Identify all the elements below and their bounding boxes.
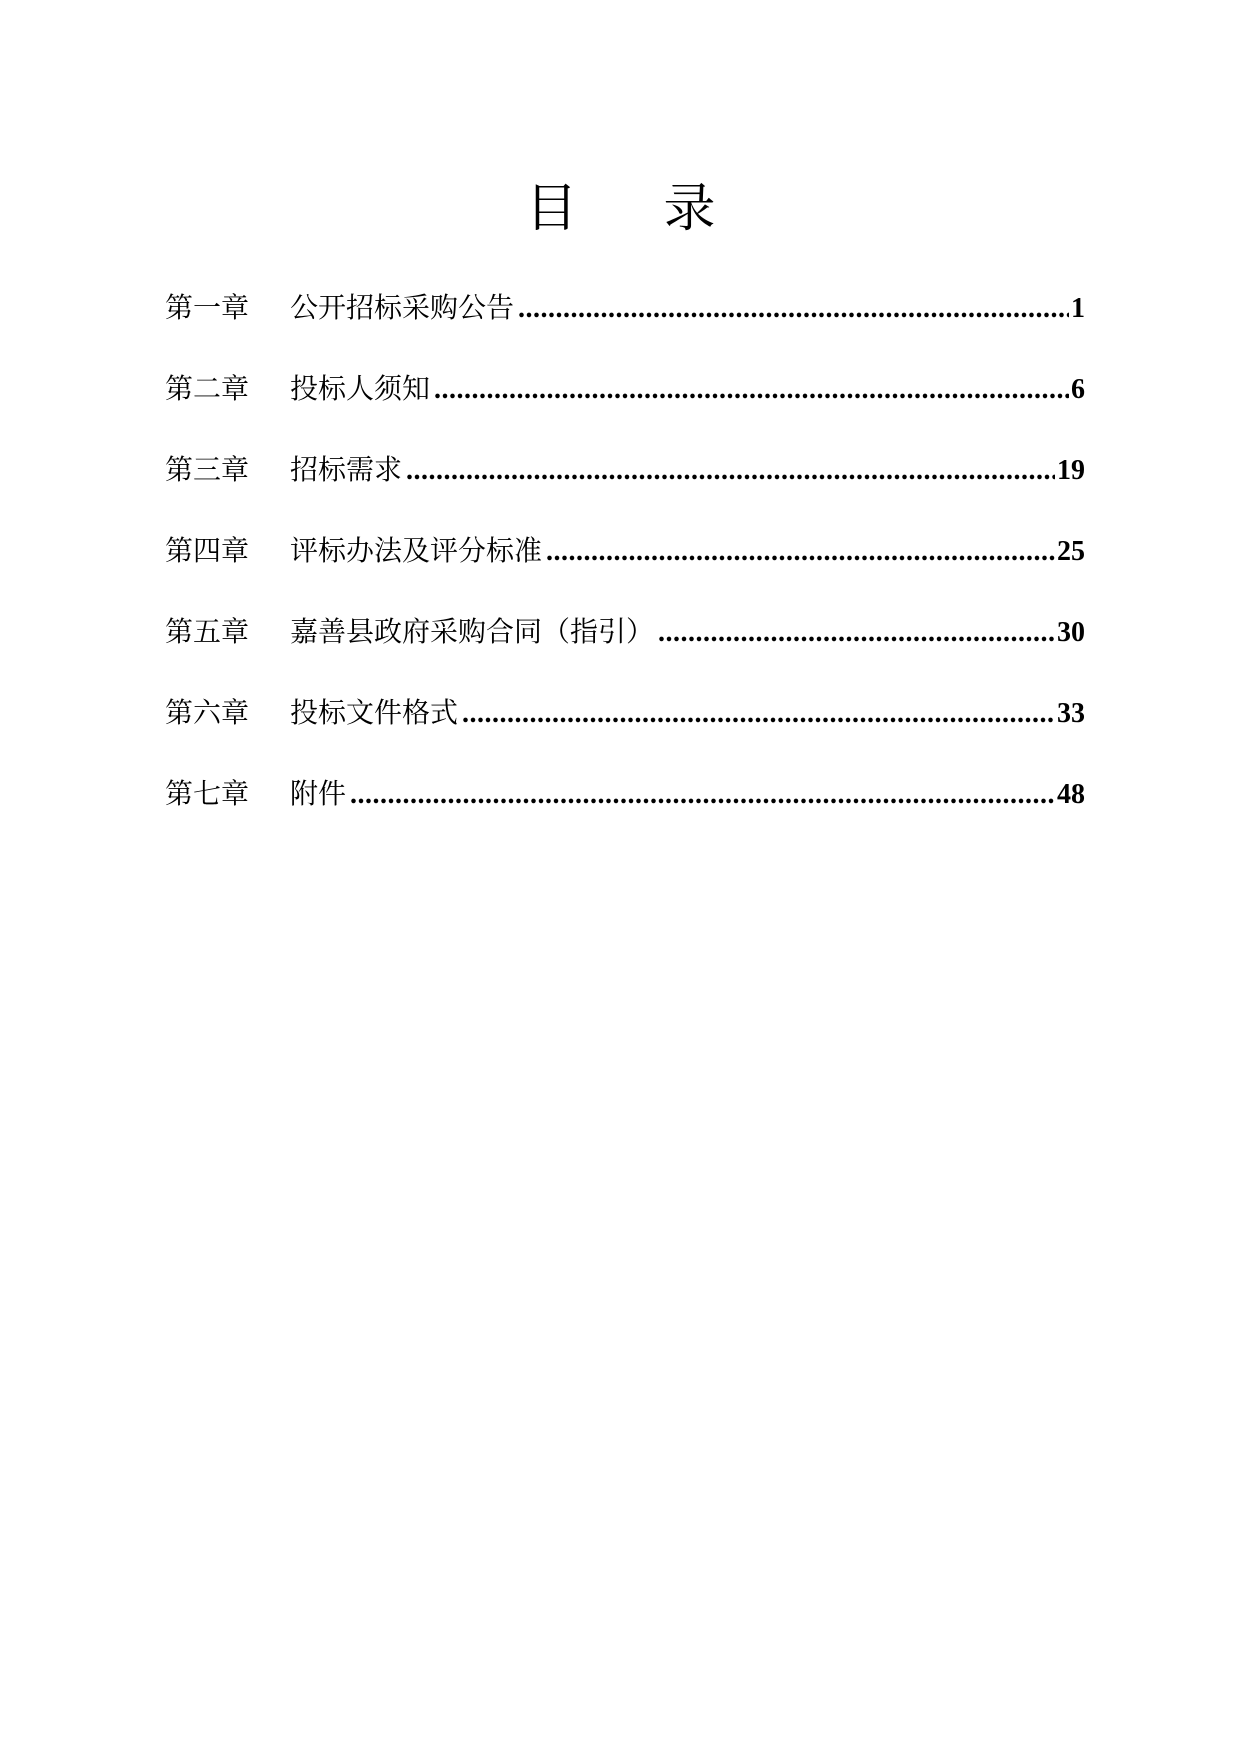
toc-chapter-title: 投标文件格式 <box>290 696 459 729</box>
toc-dot-leader <box>518 291 1069 327</box>
toc-chapter-title: 嘉善县政府采购合同（指引） <box>290 615 655 648</box>
toc-chapter-title: 公开招标采购公告 <box>290 291 515 324</box>
toc-page-number: 19 <box>1057 455 1085 486</box>
toc-chapter-title: 评标办法及评分标准 <box>290 534 543 567</box>
toc-entry-chapter-3[interactable] <box>165 452 1085 533</box>
toc-chapter-number: 第三章 <box>165 453 250 486</box>
title-char-1: 目 <box>525 178 578 239</box>
toc-dot-leader <box>406 453 1055 489</box>
toc-dot-leader <box>350 777 1055 813</box>
toc-dot-leader <box>462 696 1055 732</box>
toc-page-number: 48 <box>1057 779 1085 810</box>
toc-chapter-number: 第一章 <box>165 291 250 324</box>
toc-chapter-title: 招标需求 <box>290 453 403 486</box>
toc-dot-leader <box>546 534 1055 570</box>
page-title <box>0 177 1241 241</box>
toc-page-number: 6 <box>1071 374 1085 405</box>
toc-chapter-title: 投标人须知 <box>290 372 431 405</box>
toc-chapter-number: 第四章 <box>165 534 250 567</box>
toc-entry-chapter-4[interactable] <box>165 533 1085 614</box>
toc-entry-chapter-1[interactable] <box>165 290 1085 371</box>
table-of-contents <box>165 290 1085 857</box>
toc-chapter-number: 第二章 <box>165 372 250 405</box>
toc-chapter-title: 附件 <box>290 777 347 810</box>
toc-page-number: 1 <box>1071 293 1085 324</box>
toc-entry-chapter-5[interactable] <box>165 614 1085 695</box>
toc-chapter-number: 第六章 <box>165 696 250 729</box>
toc-page-number: 30 <box>1057 617 1085 648</box>
title-char-2: 录 <box>663 178 716 239</box>
toc-entry-chapter-7[interactable] <box>165 776 1085 857</box>
toc-entry-chapter-2[interactable] <box>165 371 1085 452</box>
toc-page-number: 33 <box>1057 698 1085 729</box>
toc-chapter-number: 第五章 <box>165 615 250 648</box>
toc-dot-leader <box>658 615 1055 651</box>
toc-entry-chapter-6[interactable] <box>165 695 1085 776</box>
toc-page-number: 25 <box>1057 536 1085 567</box>
toc-dot-leader <box>434 372 1069 408</box>
toc-chapter-number: 第七章 <box>165 777 250 810</box>
